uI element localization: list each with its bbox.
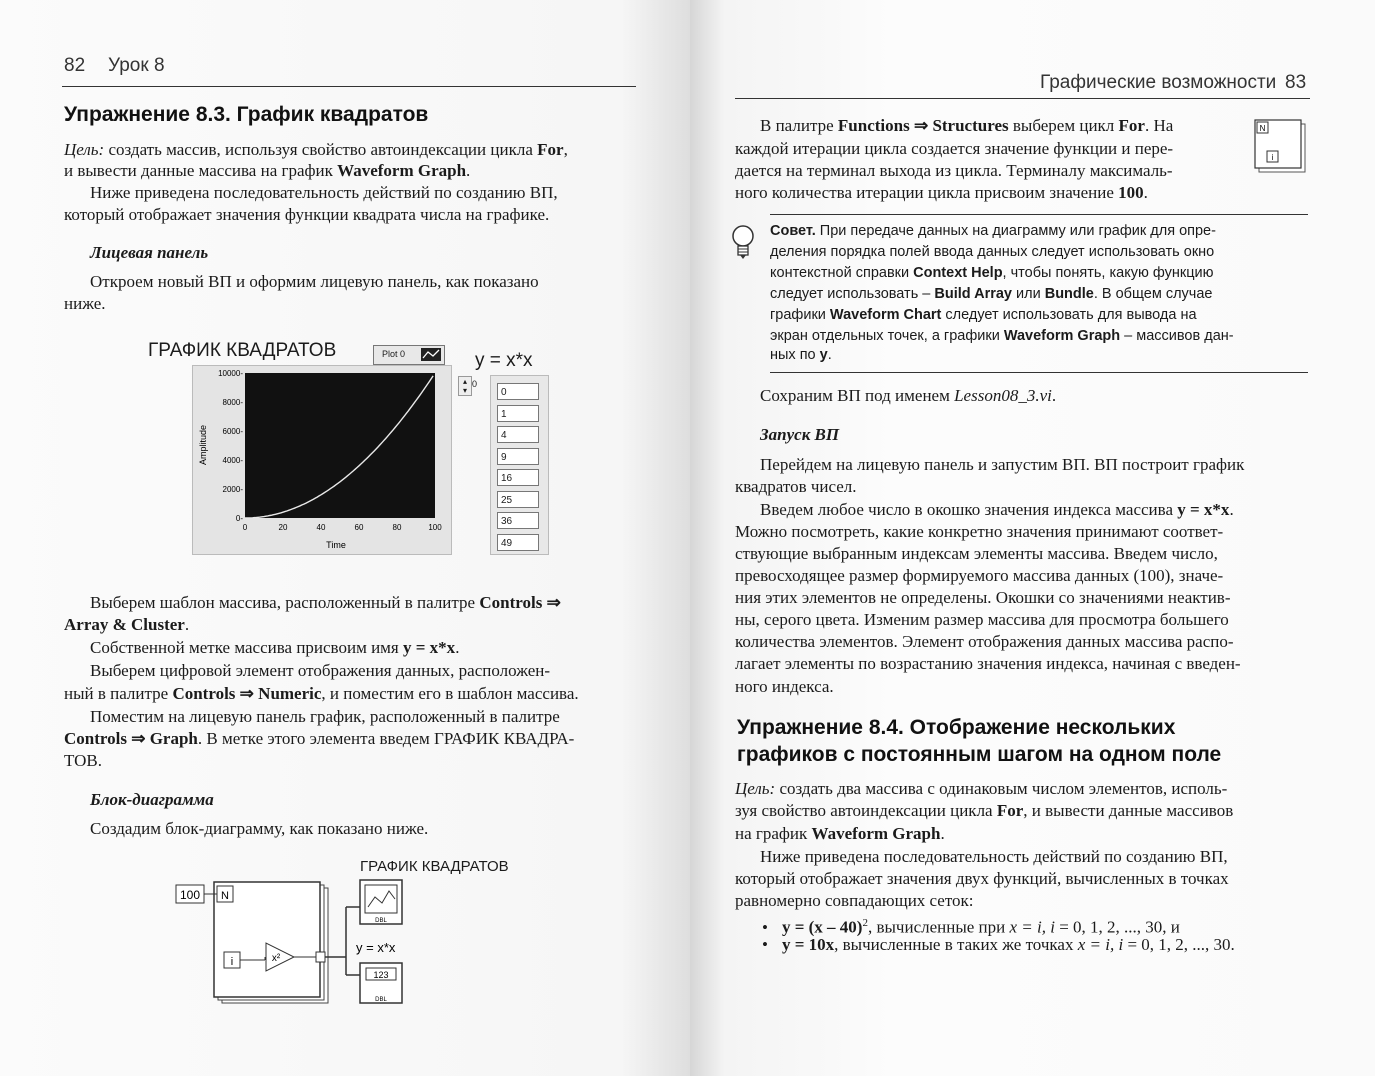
for-loop-icon-i: i: [1271, 153, 1274, 162]
bullet-dot: •: [762, 917, 768, 937]
r1-line-1: В палитре Functions ⇒ Structures выберем цикл For. На: [760, 116, 1174, 135]
bullet-2: • y = 10x, вычисленные в таких же точках x = i, i = 0, 1, 2, ..., 30.: [762, 935, 1235, 954]
run-line-1: Перейдем на лицевую панель и запустим ВП. ВП построит график: [760, 455, 1245, 474]
exercise-heading-8-4-line-2: графиков с постоянным шагом на одном поле: [737, 743, 1222, 766]
tip-line-5: графики Waveform Chart следует использовать для вывода на: [770, 307, 1197, 323]
run-line-5: ствующие выбранным индексам элементы массива. Введем число,: [735, 544, 1218, 563]
tip-rule-bottom: [770, 372, 1308, 373]
run-line-3: Введем любое число в окошко значения индекса массива y = x*x.: [760, 500, 1234, 519]
y-tick-label: 2000-: [222, 485, 243, 494]
para2: Собственной метке массива присвоим имя y = x*x.: [90, 638, 460, 657]
index-spinner[interactable]: ▴ ▾: [458, 376, 472, 396]
x-tick-label: 80: [392, 523, 402, 532]
loop-count-letter: N: [221, 890, 229, 902]
right-page: [690, 0, 1375, 1076]
run-line-11: ного индекса.: [735, 677, 834, 696]
array-element: 4: [497, 426, 539, 443]
run-line-10: лагает элементы по возрастанию значения индекса, начиная с введен-: [735, 654, 1241, 673]
plot-area: [245, 373, 435, 518]
square-function-label: x²: [271, 953, 281, 964]
goal-line-1: Цель: создать массив, используя свойство автоиндексации цикла For,: [64, 140, 568, 159]
r1-line-3: дается на терминал выхода из цикла. Терминалу максималь-: [735, 161, 1173, 180]
running-header-right: Графические возможности: [1040, 72, 1277, 93]
tip-line-3: контекстной справки Context Help, чтобы понять, какую функцию: [770, 265, 1214, 281]
subheading-run: Запуск ВП: [760, 425, 840, 444]
run-line-2: квадратов чисел.: [735, 477, 857, 496]
run-line-7: ния этих элементов не определены. Окошки со значениями неактив-: [735, 588, 1231, 607]
para3-line-2: ный в палитре Controls ⇒ Numeric, и поместим его в шаблон массива.: [64, 684, 579, 703]
para4-line-3: ТОВ.: [64, 751, 103, 770]
y-tick-label: 6000-: [222, 427, 243, 436]
x-tick-label: 40: [316, 523, 326, 532]
x-tick-label: 20: [278, 523, 288, 532]
run-line-9: количества элементов. Элемент отображения данных массива распо-: [735, 632, 1234, 651]
autoindex-tunnel: [316, 952, 325, 962]
numeric-terminal-value: 123: [373, 970, 389, 980]
tip-rule-top: [770, 214, 1308, 215]
for-loop-icon-n: N: [1259, 124, 1266, 133]
array-element: 0: [497, 383, 539, 400]
y-axis-label: Amplitude: [198, 424, 208, 466]
plot-legend: [373, 345, 445, 365]
running-header-left: Урок 8: [108, 55, 165, 76]
bd-array-label: y = x*x: [356, 940, 396, 955]
page-number-right: 83: [1285, 72, 1307, 93]
r1-line-4: ного количества итерации цикла присвоим значение 100.: [735, 183, 1148, 202]
front-line-1: Откроем новый ВП и оформим лицевую панель, как показано: [90, 272, 539, 291]
array-terminal-type: DBL: [375, 997, 387, 1003]
tip-line-2: деления порядка полей ввода данных следует использовать окно: [770, 244, 1215, 260]
intro2-line-3: равномерно совпадающих сеток:: [735, 891, 974, 910]
y-tick-label: 4000-: [222, 456, 243, 465]
bullet-dot: •: [762, 935, 768, 954]
goal2-line-2: зуя свойство автоиндексации цикла For, и вывести данные массивов: [735, 801, 1234, 820]
goal-line-2: и вывести данные массива на график Waveform Graph.: [64, 161, 471, 180]
count-constant-value: 100: [179, 888, 201, 902]
subheading-front-panel: Лицевая панель: [90, 243, 209, 262]
save-line: Сохраним ВП под именем Lesson08_3.vi.: [760, 386, 1057, 405]
array-element: 25: [497, 491, 539, 508]
plot-legend-line-icon: [421, 348, 441, 361]
intro-line-1: Ниже приведена последовательность действий по созданию ВП,: [90, 183, 558, 202]
y-tick-label: 8000-: [222, 398, 243, 407]
x-tick-label: 60: [354, 523, 364, 532]
para1-line-2: Array & Cluster.: [64, 615, 190, 634]
lightbulb-icon: [730, 222, 758, 262]
intro-line-2: который отображает значения функции квадрата числа на графике.: [64, 205, 550, 224]
array-element: 9: [497, 448, 539, 465]
x-tick-label: 0: [242, 523, 248, 532]
para4-line-2: Controls ⇒ Graph. В метке этого элемента введем ГРАФИК КВАДРА-: [64, 729, 575, 748]
for-loop-icon: [1253, 118, 1309, 176]
array-element: 36: [497, 512, 539, 529]
tip-line-7: ных по y.: [770, 347, 832, 363]
iteration-letter: i: [230, 956, 234, 968]
waveform-graph: [192, 365, 450, 553]
array-element: 1: [497, 405, 539, 422]
graph-terminal-screen: [365, 885, 397, 913]
intro2-line-2: который отображает значения двух функций, вычисленных в точках: [735, 869, 1229, 888]
exercise-heading-8-3: Упражнение 8.3. График квадратов: [64, 103, 429, 126]
header-rule-left: [62, 86, 636, 87]
x-axis-label: Time: [326, 540, 346, 550]
para4-line-1: Поместим на лицевую панель график, расположенный в палитре: [90, 707, 560, 726]
array-label: y = x*x: [475, 350, 533, 371]
goal2-line-3: на график Waveform Graph.: [735, 824, 945, 843]
block-line-1: Создадим блок-диаграмму, как показано ниже.: [90, 819, 429, 838]
tip-line-4: следует использовать – Build Array или Bundle. В общем случае: [770, 286, 1213, 302]
tip-line-1: Совет. При передаче данных на диаграмму или график для опре-: [770, 223, 1216, 239]
y-tick-label: 0-: [235, 514, 243, 523]
run-line-8: ны, серого цвета. Изменим размер массива для просмотра большего: [735, 610, 1229, 629]
tip-line-6: экран отдельных точек, а графики Waveform Graph – массивов дан-: [770, 328, 1234, 344]
bd-graph-title: ГРАФИК КВАДРАТОВ: [360, 858, 509, 875]
r1-line-2: каждой итерации цикла создается значение функции и пере-: [735, 139, 1174, 158]
exercise-heading-8-4-line-1: Упражнение 8.4. Отображение нескольких: [737, 716, 1176, 739]
front-line-2: ниже.: [64, 294, 106, 313]
array-index-value: 0: [472, 379, 478, 389]
array-element: 49: [497, 534, 539, 551]
plot-legend-label: Plot 0: [382, 349, 406, 359]
graph-terminal-type: DBL: [375, 918, 387, 924]
intro2-line-1: Ниже приведена последовательность действий по созданию ВП,: [760, 847, 1228, 866]
para3-line-1: Выберем цифровой элемент отображения данных, расположен-: [90, 661, 551, 680]
subheading-block-diagram: Блок-диаграмма: [90, 790, 214, 809]
page-number-left: 82: [64, 55, 86, 76]
x-tick-label: 100: [428, 523, 442, 532]
goal2-line-1: Цель: создать два массива с одинаковым числом элементов, исполь-: [735, 779, 1228, 798]
block-diagram: [170, 875, 410, 1010]
array-element: 16: [497, 469, 539, 486]
y-tick-label: 10000-: [218, 369, 243, 378]
graph-title-label: ГРАФИК КВАДРАТОВ: [148, 340, 337, 361]
run-line-4: Можно посмотреть, какие конкретно значения принимают соответ-: [735, 522, 1224, 541]
bullet-1: • y = (x – 40)$^2$, вычисленные при x = i, i = 0, 1, 2, ..., 30, и: [762, 917, 1180, 937]
run-line-6: превосходящее размер формируемого массива данных (100), значе-: [735, 566, 1224, 585]
para1-line-1: Выберем шаблон массива, расположенный в палитре Controls ⇒: [90, 593, 561, 612]
header-rule-right: [735, 98, 1310, 99]
